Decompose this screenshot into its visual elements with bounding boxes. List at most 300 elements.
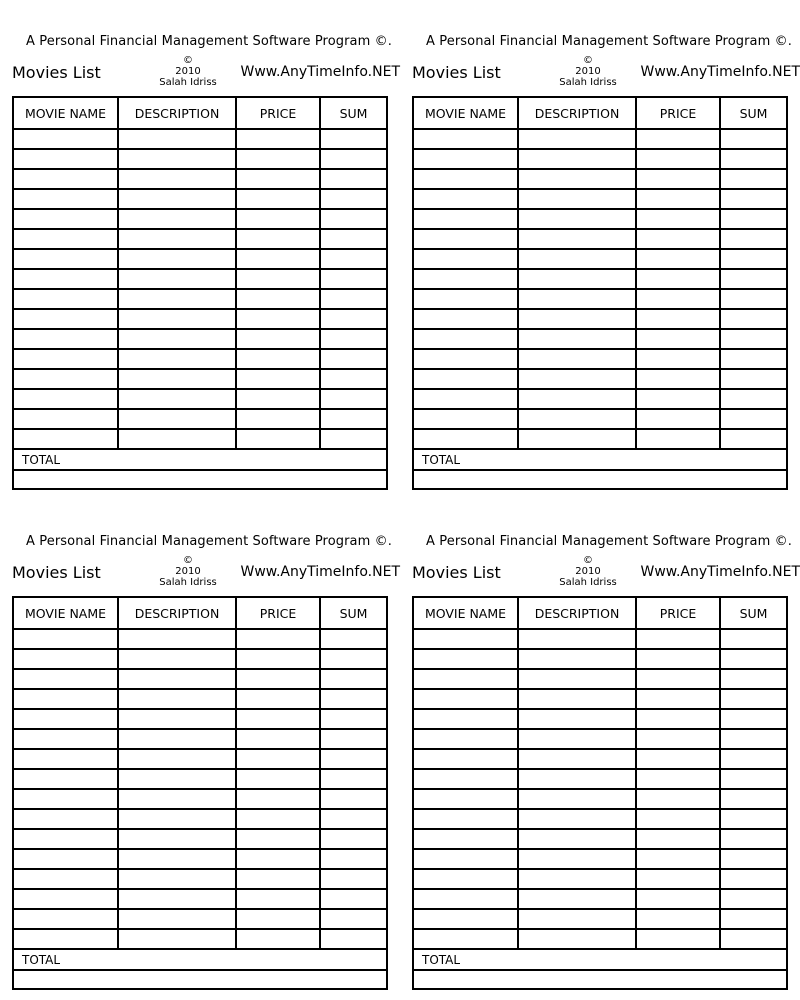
sum-cell[interactable] <box>321 810 386 828</box>
sum-cell[interactable] <box>321 870 386 888</box>
price-cell[interactable] <box>637 690 721 708</box>
price-cell[interactable] <box>237 150 321 168</box>
price-cell[interactable] <box>237 790 321 808</box>
movie-name-cell[interactable] <box>414 850 519 868</box>
price-cell[interactable] <box>237 350 321 368</box>
description-cell[interactable] <box>119 350 237 368</box>
movie-name-cell[interactable] <box>14 830 119 848</box>
description-cell[interactable] <box>519 650 637 668</box>
movie-name-cell[interactable] <box>14 710 119 728</box>
movie-name-cell[interactable] <box>14 770 119 788</box>
movie-name-cell[interactable] <box>414 670 519 688</box>
sum-cell[interactable] <box>321 830 386 848</box>
sum-cell[interactable] <box>321 910 386 928</box>
price-cell[interactable] <box>637 250 721 268</box>
description-cell[interactable] <box>519 230 637 248</box>
movie-name-cell[interactable] <box>14 130 119 148</box>
sum-cell[interactable] <box>721 730 786 748</box>
movie-name-cell[interactable] <box>414 330 519 348</box>
movie-name-cell[interactable] <box>414 270 519 288</box>
price-cell[interactable] <box>637 150 721 168</box>
description-cell[interactable] <box>119 170 237 188</box>
sum-cell[interactable] <box>321 310 386 328</box>
description-cell[interactable] <box>119 750 237 768</box>
table-row <box>14 808 386 828</box>
sum-cell[interactable] <box>721 270 786 288</box>
description-cell[interactable] <box>519 250 637 268</box>
price-cell[interactable] <box>237 370 321 388</box>
description-cell[interactable] <box>519 350 637 368</box>
price-cell[interactable] <box>237 170 321 188</box>
copyright-icon: © <box>583 555 593 566</box>
movie-name-cell[interactable] <box>414 430 519 448</box>
sum-cell[interactable] <box>721 190 786 208</box>
description-cell[interactable] <box>519 330 637 348</box>
description-cell[interactable] <box>119 810 237 828</box>
description-cell[interactable] <box>119 370 237 388</box>
description-cell[interactable] <box>119 150 237 168</box>
sum-cell[interactable] <box>721 310 786 328</box>
total-row-label: TOTAL <box>14 948 386 969</box>
price-cell[interactable] <box>637 870 721 888</box>
description-cell[interactable] <box>519 830 637 848</box>
description-cell[interactable] <box>119 690 237 708</box>
movie-name-cell[interactable] <box>414 930 519 948</box>
description-cell[interactable] <box>519 710 637 728</box>
sum-cell[interactable] <box>321 750 386 768</box>
sum-cell[interactable] <box>721 710 786 728</box>
movie-name-cell[interactable] <box>14 630 119 648</box>
movie-name-cell[interactable] <box>414 870 519 888</box>
sum-cell[interactable] <box>321 630 386 648</box>
table-row <box>14 188 386 208</box>
price-cell[interactable] <box>637 230 721 248</box>
description-cell[interactable] <box>119 670 237 688</box>
price-cell[interactable] <box>637 210 721 228</box>
price-cell[interactable] <box>637 370 721 388</box>
movie-name-cell[interactable] <box>414 290 519 308</box>
table-row <box>414 908 786 928</box>
description-cell[interactable] <box>119 630 237 648</box>
price-cell[interactable] <box>237 670 321 688</box>
price-cell[interactable] <box>237 850 321 868</box>
movie-name-cell[interactable] <box>414 750 519 768</box>
price-cell[interactable] <box>237 270 321 288</box>
movie-name-cell[interactable] <box>14 730 119 748</box>
total-row-label: TOTAL <box>414 448 786 469</box>
movie-name-cell[interactable] <box>14 850 119 868</box>
total-entry-row[interactable] <box>14 969 386 988</box>
sum-cell[interactable] <box>721 930 786 948</box>
description-cell[interactable] <box>519 790 637 808</box>
column-header-description: DESCRIPTION <box>519 98 637 128</box>
software-banner: A Personal Financial Management Software Program ©. <box>26 534 392 549</box>
sum-cell[interactable] <box>321 430 386 448</box>
sum-cell[interactable] <box>721 230 786 248</box>
sum-cell[interactable] <box>321 790 386 808</box>
description-cell[interactable] <box>519 930 637 948</box>
sum-cell[interactable] <box>721 330 786 348</box>
sum-cell[interactable] <box>321 730 386 748</box>
list-title: Movies List <box>412 63 501 82</box>
price-cell[interactable] <box>637 910 721 928</box>
description-cell[interactable] <box>119 330 237 348</box>
movie-name-cell[interactable] <box>14 890 119 908</box>
sum-cell[interactable] <box>321 390 386 408</box>
movie-name-cell[interactable] <box>14 310 119 328</box>
price-cell[interactable] <box>637 350 721 368</box>
description-cell[interactable] <box>119 410 237 428</box>
movie-name-cell[interactable] <box>14 250 119 268</box>
movie-name-cell[interactable] <box>414 170 519 188</box>
movie-name-cell[interactable] <box>14 690 119 708</box>
movie-name-cell[interactable] <box>14 350 119 368</box>
price-cell[interactable] <box>237 390 321 408</box>
description-cell[interactable] <box>519 370 637 388</box>
movie-name-cell[interactable] <box>414 790 519 808</box>
movie-name-cell[interactable] <box>14 230 119 248</box>
movie-name-cell[interactable] <box>414 250 519 268</box>
price-cell[interactable] <box>237 190 321 208</box>
movie-name-cell[interactable] <box>14 190 119 208</box>
software-banner: A Personal Financial Management Software Program ©. <box>426 34 792 49</box>
movie-name-cell[interactable] <box>14 290 119 308</box>
price-cell[interactable] <box>237 770 321 788</box>
description-cell[interactable] <box>119 250 237 268</box>
price-cell[interactable] <box>237 430 321 448</box>
sum-cell[interactable] <box>721 150 786 168</box>
price-cell[interactable] <box>637 830 721 848</box>
description-cell[interactable] <box>519 890 637 908</box>
description-cell[interactable] <box>119 190 237 208</box>
description-cell[interactable] <box>519 430 637 448</box>
description-cell[interactable] <box>519 390 637 408</box>
movie-name-cell[interactable] <box>14 210 119 228</box>
description-cell[interactable] <box>519 210 637 228</box>
table-row <box>414 388 786 408</box>
table-row <box>414 288 786 308</box>
description-cell[interactable] <box>119 210 237 228</box>
sum-cell[interactable] <box>721 890 786 908</box>
price-cell[interactable] <box>637 790 721 808</box>
description-cell[interactable] <box>519 270 637 288</box>
price-cell[interactable] <box>237 750 321 768</box>
website-link[interactable]: Www.AnyTimeInfo.NET <box>240 564 400 580</box>
sum-cell[interactable] <box>321 770 386 788</box>
movie-name-cell[interactable] <box>414 690 519 708</box>
price-cell[interactable] <box>237 130 321 148</box>
description-cell[interactable] <box>119 890 237 908</box>
description-cell[interactable] <box>119 910 237 928</box>
description-cell[interactable] <box>519 130 637 148</box>
total-entry-row[interactable] <box>414 469 786 488</box>
movie-name-cell[interactable] <box>414 910 519 928</box>
description-cell[interactable] <box>519 670 637 688</box>
movie-name-cell[interactable] <box>14 790 119 808</box>
price-cell[interactable] <box>637 650 721 668</box>
table-row <box>414 128 786 148</box>
description-cell[interactable] <box>119 870 237 888</box>
sum-cell[interactable] <box>721 690 786 708</box>
website-link[interactable]: Www.AnyTimeInfo.NET <box>640 564 800 580</box>
price-cell[interactable] <box>237 730 321 748</box>
description-cell[interactable] <box>119 710 237 728</box>
movie-name-cell[interactable] <box>414 890 519 908</box>
price-cell[interactable] <box>637 890 721 908</box>
price-cell[interactable] <box>237 210 321 228</box>
price-cell[interactable] <box>637 810 721 828</box>
price-cell[interactable] <box>637 130 721 148</box>
price-cell[interactable] <box>237 890 321 908</box>
price-cell[interactable] <box>637 390 721 408</box>
movie-name-cell[interactable] <box>14 150 119 168</box>
description-cell[interactable] <box>119 770 237 788</box>
table-row <box>414 788 786 808</box>
price-cell[interactable] <box>237 810 321 828</box>
description-cell[interactable] <box>119 790 237 808</box>
description-cell[interactable] <box>119 850 237 868</box>
price-cell[interactable] <box>637 310 721 328</box>
table-header-row <box>14 598 386 628</box>
price-cell[interactable] <box>637 850 721 868</box>
sum-cell[interactable] <box>721 670 786 688</box>
price-cell[interactable] <box>637 730 721 748</box>
website-link[interactable]: Www.AnyTimeInfo.NET <box>240 64 400 80</box>
sum-cell[interactable] <box>721 250 786 268</box>
movie-name-cell[interactable] <box>14 670 119 688</box>
description-cell[interactable] <box>519 310 637 328</box>
sum-cell[interactable] <box>721 850 786 868</box>
sum-cell[interactable] <box>721 350 786 368</box>
price-cell[interactable] <box>237 250 321 268</box>
table-header-row <box>414 598 786 628</box>
sum-cell[interactable] <box>321 850 386 868</box>
table-row <box>14 268 386 288</box>
price-cell[interactable] <box>237 330 321 348</box>
price-cell[interactable] <box>637 410 721 428</box>
sum-cell[interactable] <box>721 410 786 428</box>
price-cell[interactable] <box>637 750 721 768</box>
movie-name-cell[interactable] <box>414 210 519 228</box>
price-cell[interactable] <box>637 270 721 288</box>
price-cell[interactable] <box>237 870 321 888</box>
movie-name-cell[interactable] <box>414 190 519 208</box>
sum-cell[interactable] <box>721 650 786 668</box>
price-cell[interactable] <box>637 670 721 688</box>
description-cell[interactable] <box>519 630 637 648</box>
movie-name-cell[interactable] <box>14 410 119 428</box>
price-cell[interactable] <box>637 290 721 308</box>
total-entry-row[interactable] <box>414 969 786 988</box>
description-cell[interactable] <box>519 170 637 188</box>
price-cell[interactable] <box>237 290 321 308</box>
sum-cell[interactable] <box>321 650 386 668</box>
sum-cell[interactable] <box>321 670 386 688</box>
movie-name-cell[interactable] <box>14 650 119 668</box>
movie-name-cell[interactable] <box>414 310 519 328</box>
movie-name-cell[interactable] <box>414 350 519 368</box>
price-cell[interactable] <box>237 410 321 428</box>
sum-cell[interactable] <box>321 930 386 948</box>
website-link[interactable]: Www.AnyTimeInfo.NET <box>640 64 800 80</box>
sum-cell[interactable] <box>321 170 386 188</box>
sum-cell[interactable] <box>721 630 786 648</box>
movie-name-cell[interactable] <box>414 810 519 828</box>
price-cell[interactable] <box>237 310 321 328</box>
price-cell[interactable] <box>237 910 321 928</box>
description-cell[interactable] <box>519 150 637 168</box>
price-cell[interactable] <box>637 630 721 648</box>
sum-cell[interactable] <box>721 210 786 228</box>
description-cell[interactable] <box>519 870 637 888</box>
sum-cell[interactable] <box>721 290 786 308</box>
table-row <box>414 428 786 448</box>
sum-cell[interactable] <box>321 690 386 708</box>
description-cell[interactable] <box>519 730 637 748</box>
sum-cell[interactable] <box>721 770 786 788</box>
movie-name-cell[interactable] <box>14 870 119 888</box>
total-entry-row[interactable] <box>14 469 386 488</box>
price-cell[interactable] <box>237 710 321 728</box>
description-cell[interactable] <box>519 190 637 208</box>
description-cell[interactable] <box>119 310 237 328</box>
price-cell[interactable] <box>237 690 321 708</box>
price-cell[interactable] <box>637 930 721 948</box>
table-row <box>14 628 386 648</box>
movie-name-cell[interactable] <box>14 810 119 828</box>
sum-cell[interactable] <box>321 290 386 308</box>
list-title: Movies List <box>12 63 101 82</box>
table-row <box>14 408 386 428</box>
movie-name-cell[interactable] <box>414 230 519 248</box>
sum-cell[interactable] <box>321 230 386 248</box>
price-cell[interactable] <box>237 650 321 668</box>
sum-cell[interactable] <box>321 130 386 148</box>
movie-name-cell[interactable] <box>414 830 519 848</box>
movie-name-cell[interactable] <box>14 370 119 388</box>
description-cell[interactable] <box>119 130 237 148</box>
price-cell[interactable] <box>637 190 721 208</box>
table-row <box>14 788 386 808</box>
sum-cell[interactable] <box>721 830 786 848</box>
sum-cell[interactable] <box>321 350 386 368</box>
movies-table <box>412 96 788 490</box>
sum-cell[interactable] <box>721 390 786 408</box>
price-cell[interactable] <box>637 430 721 448</box>
movie-name-cell[interactable] <box>14 390 119 408</box>
table-row <box>414 928 786 948</box>
sum-cell[interactable] <box>721 430 786 448</box>
description-cell[interactable] <box>119 830 237 848</box>
sum-cell[interactable] <box>321 410 386 428</box>
sum-cell[interactable] <box>721 750 786 768</box>
sum-cell[interactable] <box>321 330 386 348</box>
movies-list-sheet <box>12 500 400 967</box>
price-cell[interactable] <box>637 170 721 188</box>
sum-cell[interactable] <box>721 910 786 928</box>
sum-cell[interactable] <box>721 130 786 148</box>
sum-cell[interactable] <box>321 210 386 228</box>
description-cell[interactable] <box>119 230 237 248</box>
movie-name-cell[interactable] <box>414 150 519 168</box>
movie-name-cell[interactable] <box>414 770 519 788</box>
table-row <box>414 728 786 748</box>
sum-cell[interactable] <box>321 250 386 268</box>
price-cell[interactable] <box>237 830 321 848</box>
movie-name-cell[interactable] <box>414 710 519 728</box>
column-header-price: PRICE <box>237 598 321 628</box>
movie-name-cell[interactable] <box>414 370 519 388</box>
price-cell[interactable] <box>237 230 321 248</box>
movie-name-cell[interactable] <box>414 410 519 428</box>
sum-cell[interactable] <box>721 370 786 388</box>
movie-name-cell[interactable] <box>414 390 519 408</box>
movie-name-cell[interactable] <box>414 630 519 648</box>
movie-name-cell[interactable] <box>414 130 519 148</box>
movies-table <box>412 596 788 990</box>
price-cell[interactable] <box>637 330 721 348</box>
sum-cell[interactable] <box>721 170 786 188</box>
movie-name-cell[interactable] <box>14 910 119 928</box>
sum-cell[interactable] <box>321 190 386 208</box>
table-row <box>14 888 386 908</box>
list-title: Movies List <box>412 563 501 582</box>
description-cell[interactable] <box>519 290 637 308</box>
price-cell[interactable] <box>637 710 721 728</box>
description-cell[interactable] <box>119 650 237 668</box>
description-cell[interactable] <box>519 770 637 788</box>
copyright-icon: © <box>183 55 193 66</box>
description-cell[interactable] <box>119 270 237 288</box>
price-cell[interactable] <box>237 630 321 648</box>
description-cell[interactable] <box>119 430 237 448</box>
description-cell[interactable] <box>119 390 237 408</box>
sum-cell[interactable] <box>321 370 386 388</box>
description-cell[interactable] <box>119 290 237 308</box>
price-cell[interactable] <box>237 930 321 948</box>
description-cell[interactable] <box>519 850 637 868</box>
description-cell[interactable] <box>519 910 637 928</box>
copyright-year: 2010 <box>175 566 201 577</box>
sum-cell[interactable] <box>321 710 386 728</box>
sum-cell[interactable] <box>321 150 386 168</box>
sum-cell[interactable] <box>721 810 786 828</box>
description-cell[interactable] <box>119 730 237 748</box>
table-row <box>14 868 386 888</box>
movie-name-cell[interactable] <box>14 330 119 348</box>
sum-cell[interactable] <box>721 790 786 808</box>
movie-name-cell[interactable] <box>14 930 119 948</box>
movie-name-cell[interactable] <box>414 650 519 668</box>
description-cell[interactable] <box>119 930 237 948</box>
description-cell[interactable] <box>519 810 637 828</box>
sum-cell[interactable] <box>721 870 786 888</box>
movie-name-cell[interactable] <box>14 430 119 448</box>
movie-name-cell[interactable] <box>414 730 519 748</box>
description-cell[interactable] <box>519 690 637 708</box>
description-cell[interactable] <box>519 750 637 768</box>
movie-name-cell[interactable] <box>14 270 119 288</box>
sum-cell[interactable] <box>321 890 386 908</box>
price-cell[interactable] <box>637 770 721 788</box>
column-header-description: DESCRIPTION <box>119 598 237 628</box>
movie-name-cell[interactable] <box>14 170 119 188</box>
movie-name-cell[interactable] <box>14 750 119 768</box>
table-row <box>414 368 786 388</box>
description-cell[interactable] <box>519 410 637 428</box>
sum-cell[interactable] <box>321 270 386 288</box>
table-row <box>14 308 386 328</box>
